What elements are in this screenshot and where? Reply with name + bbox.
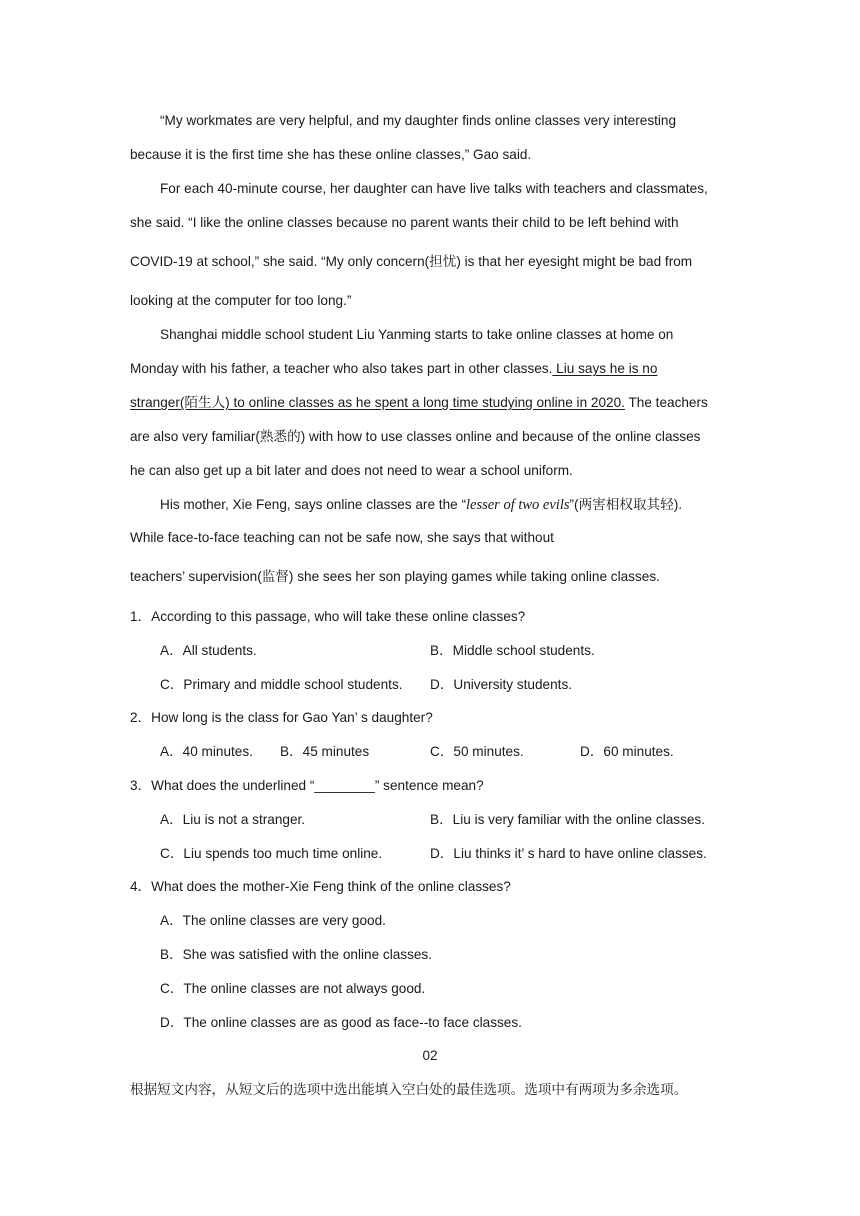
answer-option[interactable]: C．The online classes are not always good. xyxy=(160,981,426,996)
answer-option[interactable]: A．40 minutes. xyxy=(160,744,253,759)
answer-option[interactable]: B．Liu is very familiar with the online classes. xyxy=(430,812,706,827)
answer-option[interactable]: C．50 minutes. xyxy=(430,744,524,759)
passage-line: For each 40-minute course, her daughter can have live talks with teachers and classmates, xyxy=(160,181,708,196)
question-stem: 3．What does the underlined “________” sentence mean? xyxy=(130,778,484,793)
passage-line: he can also get up a bit later and does not need to wear a school uniform. xyxy=(130,463,573,478)
passage-line: COVID-19 at school,” she said. “My only concern(担忧) is that her eyesight might be bad from xyxy=(130,254,693,269)
answer-option[interactable]: D．60 minutes. xyxy=(580,744,674,759)
answer-option[interactable]: D．Liu thinks it’ s hard to have online classes. xyxy=(430,846,707,861)
passage-line: Shanghai middle school student Liu Yanming starts to take online classes at home on xyxy=(160,327,674,342)
answer-option[interactable]: A．All students. xyxy=(160,643,257,658)
passage-line: she said. “I like the online classes because no parent wants their child to be left behind with xyxy=(130,215,679,230)
section-instruction: 根据短文内容，从短文后的选项中选出能填入空白处的最佳选项。选项中有两项为多余选项。 xyxy=(130,1082,688,1098)
underlined-sentence: Liu says he is no xyxy=(552,361,658,376)
passage-line: While face-to-face teaching can not be safe now, she says that without xyxy=(130,530,554,545)
passage-line: because it is the first time she has these online classes,” Gao said. xyxy=(130,147,532,162)
underlined-sentence: stranger(陌生人) to online classes as he spent a long time studying online in 2020. xyxy=(130,395,625,410)
passage-text: ”(两害相权取其轻). xyxy=(569,497,683,512)
passage-line: looking at the computer for too long.” xyxy=(130,293,352,308)
passage-line: “My workmates are very helpful, and my daughter finds online classes very interesting xyxy=(160,113,677,128)
passage-text: The teachers xyxy=(624,395,708,410)
passage-line xyxy=(130,359,657,379)
section-number: 02 xyxy=(422,1048,438,1063)
question-stem: 2．How long is the class for Gao Yan’ s daughter? xyxy=(130,710,433,725)
passage-line xyxy=(130,393,708,413)
passage-line: are also very familiar(熟悉的) with how to use classes online and because of the online classes xyxy=(130,429,701,444)
answer-option[interactable]: A．The online classes are very good. xyxy=(160,913,386,928)
answer-option[interactable]: C．Liu spends too much time online. xyxy=(160,846,383,861)
question-stem: 4．What does the mother-Xie Feng think of the online classes? xyxy=(130,879,511,894)
answer-option[interactable]: B．Middle school students. xyxy=(430,643,595,658)
answer-option[interactable]: B．She was satisfied with the online classes. xyxy=(160,947,433,962)
answer-option[interactable]: C．Primary and middle school students. xyxy=(160,677,403,692)
passage-text: His mother, Xie Feng, says online classes are the “ xyxy=(160,497,466,512)
italic-phrase: lesser of two evils xyxy=(466,497,570,513)
passage-text: Monday with his father, a teacher who also takes part in other classes. xyxy=(130,361,553,376)
passage-line xyxy=(160,495,682,515)
answer-option[interactable]: D．University students. xyxy=(430,677,573,692)
answer-option[interactable]: D．The online classes are as good as face--to face classes. xyxy=(160,1015,522,1030)
answer-option[interactable]: B．45 minutes xyxy=(280,744,370,759)
question-stem: 1．According to this passage, who will take these online classes? xyxy=(130,609,526,624)
answer-option[interactable]: A．Liu is not a stranger. xyxy=(160,812,306,827)
passage-line: teachers’ supervision(监督) she sees her son playing games while taking online classes. xyxy=(130,569,660,584)
